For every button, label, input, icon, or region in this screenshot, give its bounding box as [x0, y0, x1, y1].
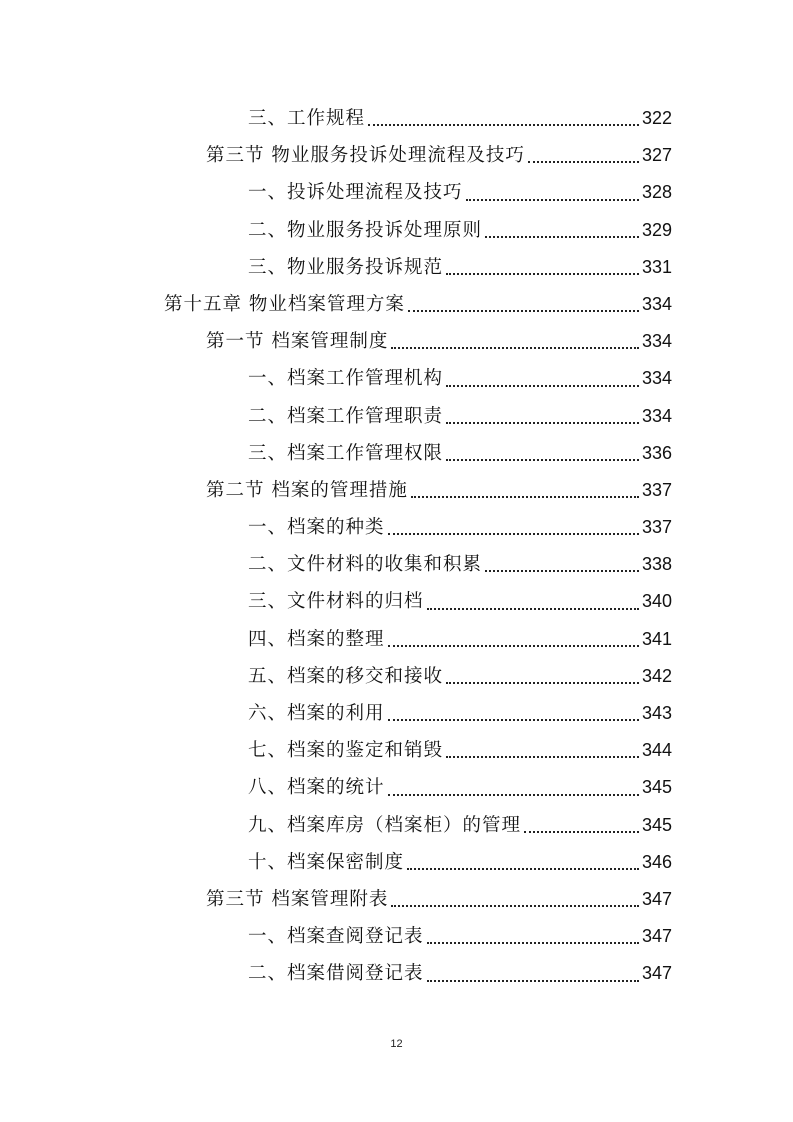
toc-entry[interactable]	[0, 918, 793, 955]
toc-entry-title: 第三节 物业服务投诉处理流程及技巧	[206, 145, 525, 167]
toc-entry[interactable]	[0, 435, 793, 472]
toc-entry-title: 五、档案的移交和接收	[248, 665, 444, 687]
toc-entry[interactable]	[0, 732, 793, 769]
toc-entry-page: 342	[641, 665, 672, 686]
toc-entry[interactable]	[0, 472, 793, 509]
toc-entry-title: 二、档案工作管理职责	[248, 405, 444, 427]
toc-entry-page: 347	[641, 888, 672, 909]
toc-entry[interactable]	[0, 249, 793, 286]
toc-entry[interactable]	[0, 212, 793, 249]
toc-dot-leader	[446, 273, 639, 275]
toc-entry[interactable]	[0, 509, 793, 546]
toc-entry-title: 第二节 档案的管理措施	[206, 479, 408, 501]
toc-entry-title: 十、档案保密制度	[248, 851, 405, 873]
toc-entry-page: 337	[641, 479, 672, 500]
toc-entry-title: 四、档案的整理	[248, 628, 385, 650]
toc-entry[interactable]	[0, 286, 793, 323]
toc-entry-page: 327	[641, 145, 672, 166]
toc-entry-title: 一、档案工作管理机构	[248, 368, 444, 390]
toc-dot-leader	[427, 980, 639, 982]
toc-entry[interactable]	[0, 807, 793, 844]
toc-entry-page: 334	[641, 405, 672, 426]
toc-entry-page: 345	[641, 777, 672, 798]
toc-entry-page: 347	[641, 963, 672, 984]
toc-entry[interactable]	[0, 398, 793, 435]
toc-dot-leader	[411, 496, 639, 498]
table-of-contents	[0, 100, 793, 993]
toc-entry[interactable]	[0, 583, 793, 620]
toc-entry-title: 九、档案库房（档案柜）的管理	[248, 814, 522, 836]
toc-entry-page: 334	[641, 293, 672, 314]
toc-dot-leader	[388, 645, 639, 647]
toc-entry-title: 一、档案的种类	[248, 517, 385, 539]
toc-entry[interactable]	[0, 546, 793, 583]
toc-dot-leader	[368, 124, 639, 126]
toc-entry-title: 七、档案的鉴定和销毁	[248, 740, 444, 762]
toc-entry[interactable]	[0, 360, 793, 397]
toc-entry-page: 336	[641, 442, 672, 463]
toc-entry-title: 一、档案查阅登记表	[248, 926, 424, 948]
toc-entry-page: 338	[641, 554, 672, 575]
toc-entry-page: 328	[641, 182, 672, 203]
toc-dot-leader	[466, 199, 639, 201]
toc-entry[interactable]	[0, 323, 793, 360]
toc-entry[interactable]	[0, 881, 793, 918]
toc-dot-leader	[524, 831, 639, 833]
toc-dot-leader	[446, 385, 639, 387]
toc-dot-leader	[446, 756, 639, 758]
toc-entry[interactable]	[0, 137, 793, 174]
toc-dot-leader	[407, 868, 639, 870]
toc-entry-title: 一、投诉处理流程及技巧	[248, 182, 463, 204]
toc-dot-leader	[446, 459, 639, 461]
toc-entry-page: 334	[641, 331, 672, 352]
page-number: 12	[390, 1038, 403, 1050]
toc-entry-page: 343	[641, 703, 672, 723]
toc-entry-page: 337	[641, 517, 672, 538]
toc-entry-title: 三、工作规程	[248, 108, 366, 129]
toc-entry-page: 340	[641, 591, 672, 612]
toc-entry[interactable]	[0, 769, 793, 806]
toc-dot-leader	[388, 719, 639, 721]
toc-entry-page: 341	[641, 628, 672, 649]
toc-entry-title: 三、档案工作管理权限	[248, 442, 444, 464]
toc-entry[interactable]	[0, 695, 793, 732]
toc-entry-page: 334	[641, 368, 672, 389]
toc-entry[interactable]	[0, 621, 793, 658]
toc-entry-title: 二、档案借阅登记表	[248, 963, 424, 985]
toc-entry-page: 322	[641, 108, 672, 128]
toc-entry-page: 345	[641, 814, 672, 835]
toc-entry-title: 第三节 档案管理附表	[206, 888, 389, 910]
toc-entry-page: 329	[641, 219, 672, 240]
toc-dot-leader	[528, 161, 639, 163]
toc-dot-leader	[427, 942, 639, 944]
toc-entry-title: 二、文件材料的收集和积累	[248, 554, 483, 576]
toc-entry-title: 八、档案的统计	[248, 777, 385, 799]
toc-dot-leader	[391, 905, 639, 907]
toc-dot-leader	[388, 533, 639, 535]
toc-dot-leader	[485, 236, 639, 238]
toc-entry-title: 六、档案的利用	[248, 703, 385, 724]
toc-dot-leader	[446, 682, 639, 684]
toc-entry[interactable]	[0, 174, 793, 211]
toc-entry-title: 三、文件材料的归档	[248, 591, 424, 613]
toc-entry[interactable]	[0, 955, 793, 992]
toc-dot-leader	[391, 347, 639, 349]
toc-entry[interactable]	[0, 658, 793, 695]
toc-entry-page: 344	[641, 740, 672, 761]
toc-dot-leader	[388, 794, 639, 796]
toc-entry-title: 第一节 档案管理制度	[206, 331, 389, 353]
toc-entry-page: 331	[641, 256, 672, 277]
toc-dot-leader	[408, 310, 639, 312]
toc-entry-page: 347	[641, 926, 672, 947]
toc-dot-leader	[485, 570, 639, 572]
toc-entry-title: 第十五章 物业档案管理方案	[164, 293, 405, 315]
toc-entry[interactable]	[0, 844, 793, 881]
toc-entry-page: 346	[641, 851, 672, 872]
toc-entry-title: 二、物业服务投诉处理原则	[248, 219, 483, 241]
toc-dot-leader	[446, 422, 639, 424]
toc-dot-leader	[427, 608, 639, 610]
toc-entry-title: 三、物业服务投诉规范	[248, 256, 444, 278]
toc-entry[interactable]	[0, 100, 793, 137]
